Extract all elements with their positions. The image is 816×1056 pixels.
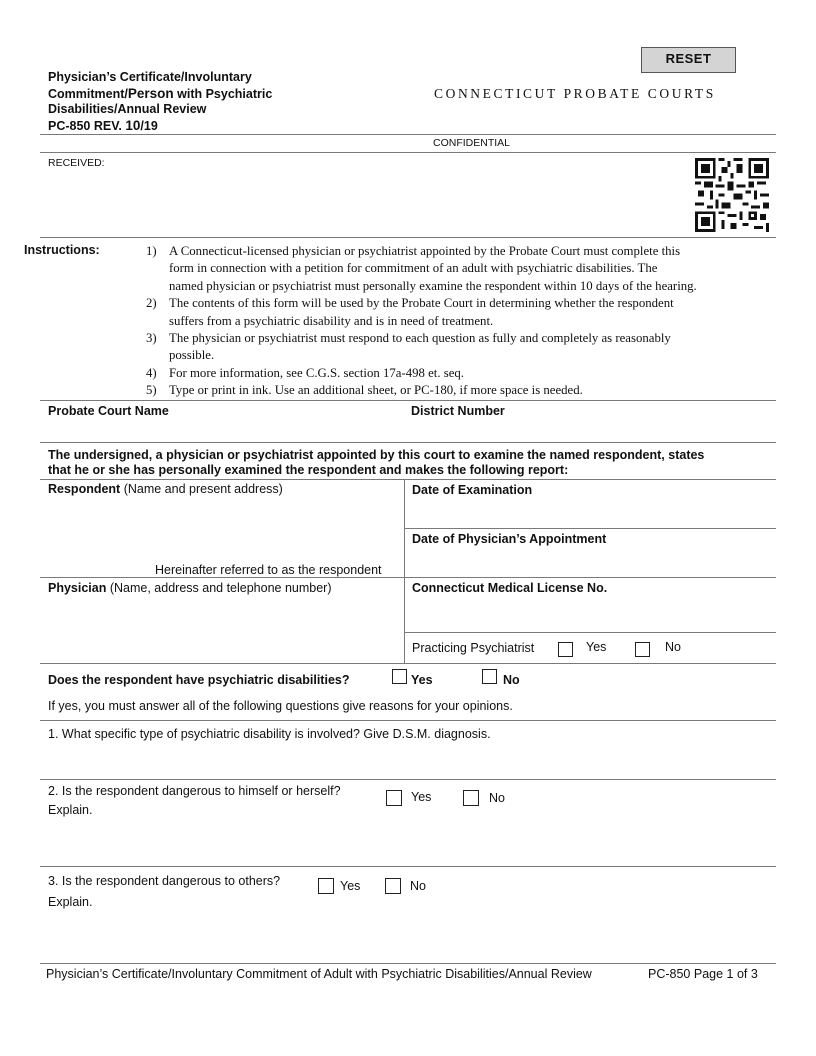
question-2-input[interactable] — [48, 820, 768, 860]
instructions-label: Instructions: — [24, 243, 100, 257]
instruction-item: 2) The contents of this form will be used by the Probate Court in determining whether the respondent suffers from a psychiatric disability and is in need of treatment. — [146, 296, 674, 328]
divider — [40, 400, 776, 401]
divider — [40, 577, 776, 578]
form-title-line3: Disabilities/Annual Review — [48, 102, 207, 116]
form-number: PC-850 REV. 10/19 — [48, 117, 158, 133]
psychiatrist-yes-checkbox[interactable] — [558, 642, 573, 657]
disabilities-no-label: No — [503, 673, 520, 687]
question-3-input[interactable] — [48, 912, 768, 952]
form-title-line1: Physician’s Certificate/Involuntary — [48, 70, 252, 84]
q3-yes-checkbox[interactable] — [318, 878, 334, 894]
respondent-label: Respondent (Name and present address) — [48, 482, 283, 496]
footer-page-number: PC-850 Page 1 of 3 — [648, 967, 758, 981]
instruction-item: 3) The physician or psychiatrist must respond to each question as fully and completely as reasonably possible. — [146, 331, 671, 363]
reset-button[interactable]: RESET — [641, 47, 736, 73]
q2-yes-label: Yes — [411, 790, 432, 804]
date-of-appointment-label: Date of Physician’s Appointment — [412, 532, 607, 546]
respondent-input[interactable] — [48, 496, 398, 560]
disabilities-yes-checkbox[interactable] — [392, 669, 407, 684]
attestation-text: The undersigned, a physician or psychiatrist appointed by this court to examine the named respondent, states that he or she has personally examined the respondent and makes the following report: — [48, 448, 705, 477]
q3-no-label: No — [410, 879, 426, 893]
practicing-psychiatrist-label: Practicing Psychiatrist — [412, 641, 535, 655]
instruction-item: 5) Type or print in ink. Use an additional sheet, or PC-180, if more space is needed. — [146, 383, 583, 398]
divider — [405, 528, 776, 529]
disabilities-no-checkbox[interactable] — [482, 669, 497, 684]
divider — [40, 720, 776, 721]
form-title-line2: Commitment/Person with Psychiatric — [48, 85, 273, 101]
disabilities-yes-label: Yes — [411, 673, 433, 687]
divider — [40, 779, 776, 780]
divider — [40, 663, 776, 664]
psychiatrist-no-label: No — [665, 640, 681, 654]
form-title — [48, 70, 272, 134]
q2-no-checkbox[interactable] — [463, 790, 479, 806]
date-of-appointment-input[interactable] — [412, 548, 772, 574]
question-2-explain-label: Explain. — [48, 803, 93, 817]
divider — [40, 479, 776, 480]
respondent-footer: Hereinafter referred to as the respondent — [155, 563, 382, 577]
footer-title: Physician’s Certificate/Involuntary Commitment of Adult with Psychiatric Disabilities/Annual Review — [46, 967, 592, 981]
question-3-explain-label: Explain. — [48, 895, 93, 909]
divider — [40, 866, 776, 867]
question-2: 2. Is the respondent dangerous to himself or herself? — [48, 784, 341, 798]
q3-no-checkbox[interactable] — [385, 878, 401, 894]
district-number-label: District Number — [411, 404, 505, 418]
confidential-label: CONFIDENTIAL — [433, 137, 511, 149]
if-yes-note: If yes, you must answer all of the following questions give reasons for your opinions. — [48, 699, 513, 713]
question-1-input[interactable] — [48, 744, 768, 776]
psychiatrist-yes-label: Yes — [586, 640, 607, 654]
question-3: 3. Is the respondent dangerous to others? — [48, 874, 281, 888]
q3-yes-label: Yes — [340, 879, 361, 893]
divider — [405, 632, 776, 633]
divider — [40, 134, 776, 135]
qr-code-icon — [695, 158, 769, 232]
instruction-item: 4) For more information, see C.G.S. section 17a-498 et. seq. — [146, 365, 464, 380]
instruction-item: 1) A Connecticut-licensed physician or psychiatrist appointed by the Probate Court must complete this form in connection with a petition for commitment of an adult with psychiatric disabilities. The named physician or psychiatrist must personally examine the respondent within 10 days of the hearing. — [146, 244, 697, 293]
q2-yes-checkbox[interactable] — [386, 790, 402, 806]
license-number-input[interactable] — [412, 597, 772, 627]
disabilities-question: Does the respondent have psychiatric disabilities? — [48, 673, 350, 687]
license-number-label: Connecticut Medical License No. — [412, 581, 608, 595]
psychiatrist-no-checkbox[interactable] — [635, 642, 650, 657]
divider — [40, 152, 776, 153]
instructions-list — [146, 243, 697, 400]
date-of-examination-label: Date of Examination — [412, 483, 533, 497]
divider — [40, 442, 776, 443]
question-1: 1. What specific type of psychiatric disability is involved? Give D.S.M. diagnosis. — [48, 727, 491, 741]
column-divider — [404, 479, 405, 663]
physician-input[interactable] — [48, 596, 398, 658]
court-name: CONNECTICUT PROBATE COURTS — [434, 86, 716, 101]
physician-label: Physician (Name, address and telephone number) — [48, 581, 332, 595]
divider — [40, 237, 776, 238]
date-of-examination-input[interactable] — [412, 499, 772, 525]
q2-no-label: No — [489, 791, 505, 805]
received-label: RECEIVED: — [48, 157, 105, 169]
probate-court-name-label: Probate Court Name — [48, 404, 169, 418]
footer-divider — [40, 963, 776, 964]
